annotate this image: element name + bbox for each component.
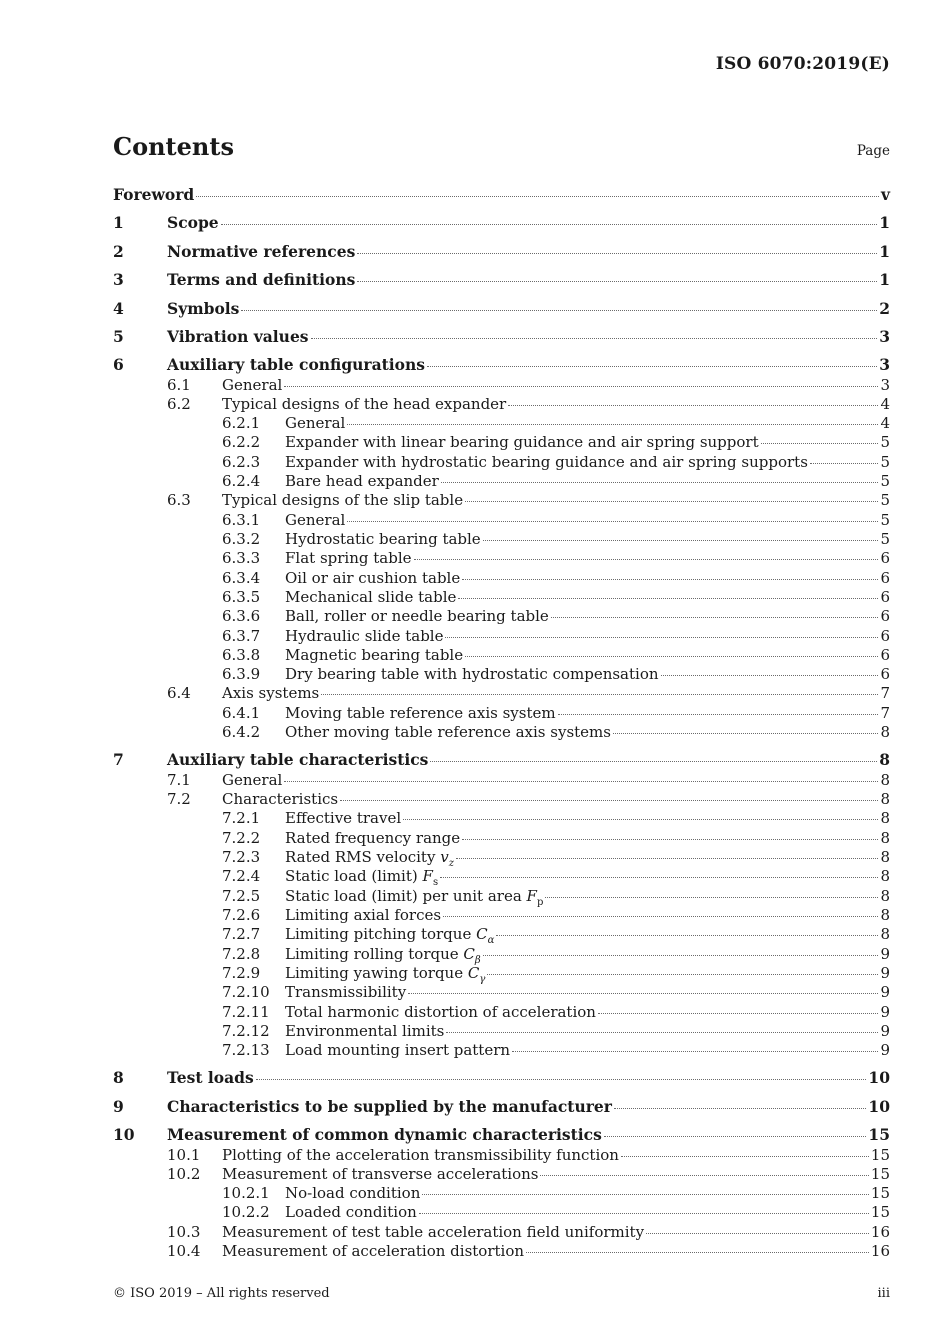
toc-entry-page: 8 — [880, 771, 890, 789]
toc-entry-title: Effective travel — [285, 809, 402, 827]
toc-entry-page: 9 — [880, 1041, 890, 1059]
toc-entry-number: 7.2.7 — [222, 925, 261, 943]
toc-entry-title: General — [222, 376, 283, 394]
toc-entry-page: 8 — [880, 829, 890, 847]
toc-entry-page: 3 — [879, 327, 890, 346]
toc-entry-title: Measurement of test table acceleration field uniformity — [222, 1223, 645, 1241]
toc-entry-title: Typical designs of the slip table — [222, 491, 464, 509]
toc-entry-title: Static load (limit) per unit area $F_p$ — [285, 887, 544, 908]
toc-entry-number: 6.1 — [167, 376, 191, 394]
toc-entry-number: 7 — [113, 750, 124, 769]
toc-entry-number: 6.4.2 — [222, 723, 261, 741]
toc-entry-page: 4 — [880, 395, 890, 413]
toc-dot-leader — [347, 520, 878, 522]
toc-entry-page: 15 — [870, 1165, 890, 1183]
toc-entry-symbol: C — [476, 925, 488, 943]
toc-entry-title: Hydrostatic bearing table — [285, 530, 481, 548]
toc-entry-number: 6.3.2 — [222, 530, 261, 548]
toc-entry-number: 7.2.6 — [222, 906, 261, 924]
toc-dot-leader — [443, 915, 878, 917]
toc-dot-leader — [526, 1251, 869, 1253]
toc-dot-leader — [621, 1155, 869, 1157]
toc-dot-leader — [604, 1135, 867, 1137]
toc-entry-number: 6.3.9 — [222, 665, 261, 683]
toc-dot-leader — [598, 1012, 879, 1014]
toc-dot-leader — [414, 558, 879, 560]
toc-entry-title: Measurement of acceleration distortion — [222, 1242, 525, 1260]
toc-entry-number: 6.3.7 — [222, 627, 261, 645]
toc-entry-number: 6.3.4 — [222, 569, 261, 587]
toc-entry-title: General — [285, 414, 346, 432]
toc-dot-leader — [256, 1078, 867, 1080]
toc-dot-leader — [430, 760, 877, 762]
toc-dot-leader — [646, 1232, 869, 1234]
toc-entry-symbol-subscript: z — [448, 858, 454, 869]
toc-entry-number: 6 — [113, 355, 124, 374]
toc-dot-leader — [508, 404, 878, 406]
toc-entry-page: 6 — [880, 665, 890, 683]
toc-dot-leader — [456, 857, 878, 859]
footer-copyright: © ISO 2019 – All rights reserved — [113, 1286, 330, 1301]
toc-entry-symbol-subscript: α — [487, 935, 495, 946]
toc-dot-leader — [340, 799, 878, 801]
toc-entry-title: Test loads — [167, 1068, 254, 1087]
toc-entry-page: 15 — [870, 1184, 890, 1202]
toc-entry-symbol: C — [467, 964, 480, 982]
toc-entry-symbol-subscript: p — [536, 897, 544, 908]
toc-entry-symbol: C — [463, 945, 475, 963]
toc-entry-page: 16 — [870, 1242, 890, 1260]
toc-dot-leader — [810, 462, 879, 464]
toc-entry-page: 6 — [880, 646, 890, 664]
toc-entry-number: 2 — [113, 242, 124, 261]
toc-entry-title: Flat spring table — [285, 549, 412, 567]
toc-entry-title: Rated RMS velocity $v_z$ — [285, 848, 454, 869]
toc-entry-number: 6.2.3 — [222, 453, 261, 471]
toc-entry-symbol-subscript: β — [474, 955, 481, 966]
toc-entry-page: 8 — [880, 887, 890, 905]
toc-entry-title: Dry bearing table with hydrostatic compensation — [285, 665, 659, 683]
toc-entry-title: Limiting yawing torque $C_\gamma$ — [285, 964, 486, 985]
toc-entry-number: 1 — [113, 213, 124, 232]
toc-dot-leader — [614, 1107, 867, 1109]
toc-entry-page: 6 — [880, 569, 890, 587]
toc-entry-number: 10.1 — [167, 1146, 201, 1164]
toc-dot-leader — [419, 1212, 869, 1214]
toc-dot-leader — [540, 1174, 868, 1176]
toc-entry-number: 10.4 — [167, 1242, 201, 1260]
toc-dot-leader — [196, 195, 879, 197]
toc-entry-page: 15 — [868, 1125, 890, 1144]
toc-entry-title: Loaded condition — [285, 1203, 417, 1221]
toc-dot-leader — [483, 954, 879, 956]
toc-entry-page: 9 — [880, 1022, 890, 1040]
toc-entry-title: Load mounting insert pattern — [285, 1041, 511, 1059]
toc-entry-number: 7.2.1 — [222, 809, 261, 827]
toc-dot-leader — [462, 578, 878, 580]
toc-entry-symbol: F — [526, 887, 537, 905]
contents-title: Contents — [113, 132, 234, 161]
toc-entry-page: 5 — [880, 511, 890, 529]
toc-entry-page: 1 — [879, 242, 890, 261]
toc-entry-title: Other moving table reference axis systems — [285, 723, 611, 741]
toc-entry-title: Scope — [167, 213, 219, 232]
toc-entry-title: Terms and definitions — [167, 270, 356, 289]
toc-entry-title: Limiting axial forces — [285, 906, 442, 924]
toc-entry-page: 8 — [880, 848, 890, 866]
toc-entry-page: 1 — [879, 213, 890, 232]
toc-dot-leader — [487, 973, 878, 975]
toc-dot-leader — [357, 252, 877, 254]
toc-entry-title: Measurement of transverse accelerations — [222, 1165, 539, 1183]
toc-entry-page: 10 — [868, 1068, 890, 1087]
toc-entry-page: 9 — [880, 1003, 890, 1021]
toc-entry-number: 7.2.8 — [222, 945, 261, 963]
footer-page-number: iii — [877, 1286, 890, 1301]
toc-entry-title: Normative references — [167, 242, 356, 261]
toc-dot-leader — [558, 713, 879, 715]
toc-dot-leader — [441, 481, 879, 483]
toc-dot-leader — [311, 337, 878, 339]
toc-dot-leader — [241, 309, 877, 311]
toc-entry-title: General — [222, 771, 283, 789]
toc-entry-number: 7.2.10 — [222, 983, 270, 1001]
toc-entry-title: Ball, roller or needle bearing table — [285, 607, 549, 625]
toc-entry-number: 6.3.3 — [222, 549, 261, 567]
toc-entry-title: Foreword — [113, 185, 195, 204]
toc-dot-leader — [512, 1050, 878, 1052]
toc-dot-leader — [761, 442, 879, 444]
toc-entry-number: 6.2 — [167, 395, 191, 413]
toc-entry-page: 5 — [880, 453, 890, 471]
toc-dot-leader — [321, 693, 878, 695]
toc-entry-title: Typical designs of the head expander — [222, 395, 507, 413]
toc-dot-leader — [458, 597, 878, 599]
toc-dot-leader — [465, 655, 878, 657]
toc-entry-title: Rated frequency range — [285, 829, 461, 847]
page-column-label: Page — [856, 143, 890, 159]
toc-entry-page: 8 — [880, 723, 890, 741]
toc-dot-leader — [465, 500, 878, 502]
toc-dot-leader — [445, 636, 878, 638]
toc-dot-leader — [347, 423, 878, 425]
toc-entry-title: Hydraulic slide table — [285, 627, 444, 645]
toc-entry-title: Characteristics to be supplied by the manufacturer — [167, 1097, 612, 1116]
toc-entry-page: v — [880, 185, 890, 204]
toc-entry-title: Static load (limit) $F_s$ — [285, 867, 439, 888]
toc-entry-page: 5 — [880, 433, 890, 451]
toc-entry-number: 6.2.2 — [222, 433, 261, 451]
toc-entry-page: 7 — [880, 704, 890, 722]
toc-entry-number: 7.2.13 — [222, 1041, 270, 1059]
toc-entry-number: 10 — [113, 1125, 135, 1144]
toc-entry-page: 15 — [870, 1146, 890, 1164]
toc-entry-page: 2 — [879, 299, 890, 318]
toc-dot-leader — [613, 732, 878, 734]
toc-entry-page: 5 — [880, 530, 890, 548]
toc-entry-page: 5 — [880, 491, 890, 509]
toc-entry-page: 3 — [879, 355, 890, 374]
toc-entry-number: 10.2.1 — [222, 1184, 270, 1202]
toc-dot-leader — [357, 280, 877, 282]
toc-entry-title: Total harmonic distortion of acceleration — [285, 1003, 596, 1021]
toc-entry-page: 9 — [880, 945, 890, 963]
toc-entry-page: 4 — [880, 414, 890, 432]
toc-entry-title: General — [285, 511, 346, 529]
toc-entry-number: 6.3.1 — [222, 511, 261, 529]
toc-entry-title: Axis systems — [222, 684, 320, 702]
toc-entry-page: 7 — [880, 684, 890, 702]
toc-entry-title: Bare head expander — [285, 472, 439, 490]
toc-entry-page: 3 — [880, 376, 890, 394]
toc-dot-leader — [483, 539, 879, 541]
toc-entry-page: 6 — [880, 607, 890, 625]
toc-entry-number: 7.2.3 — [222, 848, 261, 866]
toc-entry-page: 8 — [879, 750, 890, 769]
toc-entry-page: 8 — [880, 790, 890, 808]
toc-entry-title: Magnetic bearing table — [285, 646, 464, 664]
toc-entry-number: 6.3.8 — [222, 646, 261, 664]
toc-entry-number: 7.1 — [167, 771, 191, 789]
toc-entry-number: 7.2.4 — [222, 867, 261, 885]
toc-entry-number: 9 — [113, 1097, 124, 1116]
toc-entry-title: Auxiliary table configurations — [167, 355, 426, 374]
toc-entry-title: Limiting rolling torque $C_\beta$ — [285, 945, 481, 966]
toc-entry-title: Mechanical slide table — [285, 588, 457, 606]
toc-dot-leader — [408, 992, 878, 994]
toc-dot-leader — [422, 1193, 869, 1195]
toc-entry-number: 6.4 — [167, 684, 191, 702]
toc-dot-leader — [661, 674, 879, 676]
toc-entry-page: 8 — [880, 925, 890, 943]
toc-entry-number: 10.2.2 — [222, 1203, 270, 1221]
toc-entry-page: 16 — [870, 1223, 890, 1241]
toc-entry-number: 7.2 — [167, 790, 191, 808]
toc-entry-title: Symbols — [167, 299, 240, 318]
toc-entry-page: 6 — [880, 549, 890, 567]
toc-entry-number: 6.2.4 — [222, 472, 261, 490]
toc-dot-leader — [496, 934, 878, 936]
toc-entry-number: 7.2.5 — [222, 887, 261, 905]
toc-entry-page: 6 — [880, 627, 890, 645]
toc-entry-title: Plotting of the acceleration transmissibility function — [222, 1146, 619, 1164]
toc-dot-leader — [545, 896, 878, 898]
toc-dot-leader — [427, 365, 877, 367]
toc-entry-number: 7.2.12 — [222, 1022, 270, 1040]
toc-entry-title: Environmental limits — [285, 1022, 445, 1040]
toc-entry-page: 8 — [880, 809, 890, 827]
toc-entry-number: 7.2.2 — [222, 829, 261, 847]
toc-entry-symbol-subscript: γ — [479, 974, 486, 985]
toc-entry-title: Expander with hydrostatic bearing guidance and air spring supports — [285, 453, 808, 471]
toc-entry-number: 8 — [113, 1068, 124, 1087]
toc-entry-page: 8 — [880, 906, 890, 924]
toc-dot-leader — [446, 1031, 878, 1033]
toc-entry-number: 6.4.1 — [222, 704, 261, 722]
toc-entry-page: 5 — [880, 472, 890, 490]
toc-dot-leader — [403, 818, 878, 820]
toc-dot-leader — [551, 616, 879, 618]
toc-dot-leader — [440, 876, 878, 878]
toc-entry-title: Transmissibility — [285, 983, 407, 1001]
toc-dot-leader — [462, 838, 878, 840]
document-id: ISO 6070:2019(E) — [715, 54, 890, 74]
toc-entry-title: Limiting pitching torque $C_\alpha$ — [285, 925, 495, 946]
toc-entry-number: 7.2.11 — [222, 1003, 270, 1021]
toc-entry-title: Vibration values — [167, 327, 309, 346]
toc-entry-title: Auxiliary table characteristics — [167, 750, 429, 769]
toc-entry-page: 9 — [880, 964, 890, 982]
toc-entry-number: 3 — [113, 270, 124, 289]
toc-entry-symbol-subscript: s — [432, 877, 439, 888]
toc-entry-title: Characteristics — [222, 790, 339, 808]
toc-entry-title: Expander with linear bearing guidance and air spring support — [285, 433, 759, 451]
toc-entry-title: Measurement of common dynamic characteristics — [167, 1125, 602, 1144]
toc-entry-number: 6.3.6 — [222, 607, 261, 625]
toc-entry-symbol: F — [422, 867, 433, 885]
toc-entry-page: 10 — [868, 1097, 890, 1116]
toc-entry-page: 6 — [880, 588, 890, 606]
toc-entry-page: 1 — [879, 270, 890, 289]
toc-dot-leader — [284, 780, 878, 782]
toc-entry-title: No-load condition — [285, 1184, 421, 1202]
toc-dot-leader — [221, 223, 878, 225]
toc-entry-number: 4 — [113, 299, 124, 318]
toc-entry-title: Moving table reference axis system — [285, 704, 556, 722]
toc-entry-number: 7.2.9 — [222, 964, 261, 982]
toc-entry-page: 9 — [880, 983, 890, 1001]
toc-entry-number: 10.2 — [167, 1165, 201, 1183]
toc-entry-page: 15 — [870, 1203, 890, 1221]
toc-dot-leader — [284, 385, 878, 387]
toc-entry-number: 6.2.1 — [222, 414, 261, 432]
toc-entry-symbol: v — [440, 848, 449, 866]
toc-entry-number: 6.3.5 — [222, 588, 261, 606]
toc-entry-number: 10.3 — [167, 1223, 201, 1241]
toc-entry-number: 6.3 — [167, 491, 191, 509]
toc-entry-number: 5 — [113, 327, 124, 346]
toc-entry-title: Oil or air cushion table — [285, 569, 461, 587]
toc-entry-page: 8 — [880, 867, 890, 885]
